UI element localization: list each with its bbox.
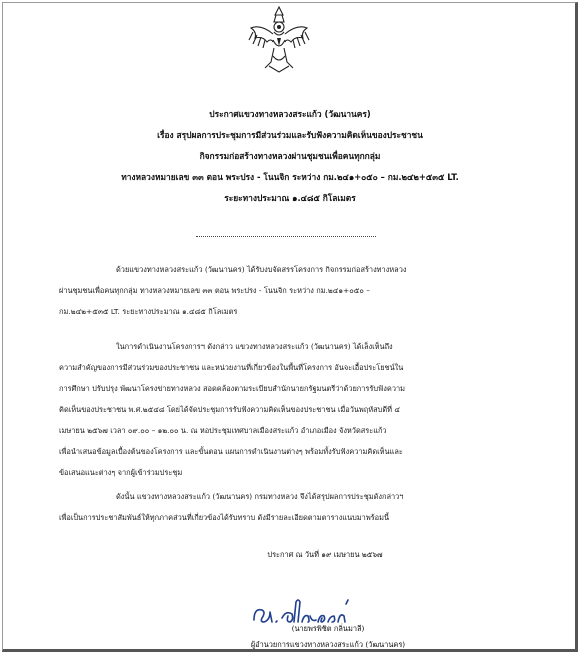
paragraph-2-line: ในการดำเนินงานโครงการฯ ดังกล่าว แขวงทางหลวงสระแก้ว (วัฒนานคร) ได้เล็งเห็นถึง xyxy=(116,342,393,351)
paragraph-2-line: การศึกษา ปรับปรุง พัฒนาโครงข่ายทางหลวง สอดคล้องตามระเบียบสำนักนายกรัฐมนตรีว่าด้วยการรับฟังความ xyxy=(59,384,406,393)
paragraph-2-line: เพื่อนำเสนอข้อมูลเบื้องต้นของโครงการ และขั้นตอน แผนการดำเนินงานต่างๆ พร้อมทั้งรับฟังความคิดเห็นและ xyxy=(59,447,403,456)
paragraph-1-line: ผ่านชุมชนเพื่อคนทุกกลุ่ม ทางหลวงหมายเลข ๓๓ ตอน พระปรง - โนนจิก ระหว่าง กม.๒๔๑+๐๕๐ – xyxy=(59,286,370,295)
distance-line: ระยะทางประมาณ ๑.๔๘๕ กิโลเมตร xyxy=(224,193,356,203)
signer-position: ผู้อำนวยการแขวงทางหลวงสระแก้ว (วัฒนานคร) xyxy=(250,640,406,649)
paragraph-1-line: ด้วยแขวงทางหลวงสระแก้ว (วัฒนานคร) ได้รับงบจัดสรรโครงการ กิจกรรมก่อสร้างทางหลวง xyxy=(116,265,407,274)
dotted-divider xyxy=(196,236,376,237)
garuda-emblem-icon xyxy=(243,4,315,76)
subject-line: เรื่อง สรุปผลการประชุมการมีส่วนร่วมและรับฟังความคิดเห็นของประชาชน xyxy=(157,130,423,140)
paragraph-2-line: ความสำคัญของการมีส่วนร่วมของประชาชน และหน่วยงานที่เกี่ยวข้องในพื้นที่โครงการ อันจะเอื้อประโยชน์ใน xyxy=(59,363,404,372)
paragraph-3-line: เพื่อเป็นการประชาสัมพันธ์ให้ทุกภาคส่วนที่เกี่ยวข้องได้รับทราบ ดังมีรายละเอียดตามตารางแนบมาพร้อมนี้ xyxy=(59,513,390,522)
paragraph-2-line: เมษายน ๒๕๖๗ เวลา ๐๙.๐๐ – ๑๒.๐๐ น. ณ หอประชุมเทศบาลเมืองสระแก้ว อำเภอเมือง จังหวัดสระแก้ว xyxy=(59,426,387,435)
highway-section: ทางหลวงหมายเลข ๓๓ ตอน พระปรง - โนนจิก ระหว่าง กม.๒๔๑+๐๕๐ – กม.๒๔๒+๕๓๕ LT. xyxy=(121,172,459,182)
paragraph-3-line: ดังนั้น แขวงทางหลวงสระแก้ว (วัฒนานคร) กรมทางหลวง จึงได้สรุปผลการประชุมดังกล่าวฯ xyxy=(116,492,404,501)
announcement-date: ประกาศ ณ วันที่ ๑๙ เมษายน ๒๕๖๗ xyxy=(267,550,383,559)
announcement-title: ประกาศแขวงทางหลวงสระแก้ว (วัฒนานคร) xyxy=(209,109,371,119)
paragraph-1-line: กม.๒๔๒+๕๓๕ LT. ระยะทางประมาณ ๑.๔๘๕ กิโลเมตร xyxy=(59,307,238,316)
signer-name: (นายพรพิชิต กลิ่นมาลี) xyxy=(291,624,365,633)
project-name: กิจกรรมก่อสร้างทางหลวงผ่านชุมชนเพื่อคนทุกกลุ่ม xyxy=(199,151,381,161)
paragraph-2-line: ข้อเสนอแนะต่างๆ จากผู้เข้าร่วมประชุม xyxy=(59,468,183,477)
paragraph-2-line: คิดเห็นของประชาชน พ.ศ.๒๕๔๘ โดยได้จัดประชุมการรับฟังความคิดเห็นของประชาชน เมื่อวันพฤหัสบดีที่ ๔ xyxy=(59,405,400,414)
